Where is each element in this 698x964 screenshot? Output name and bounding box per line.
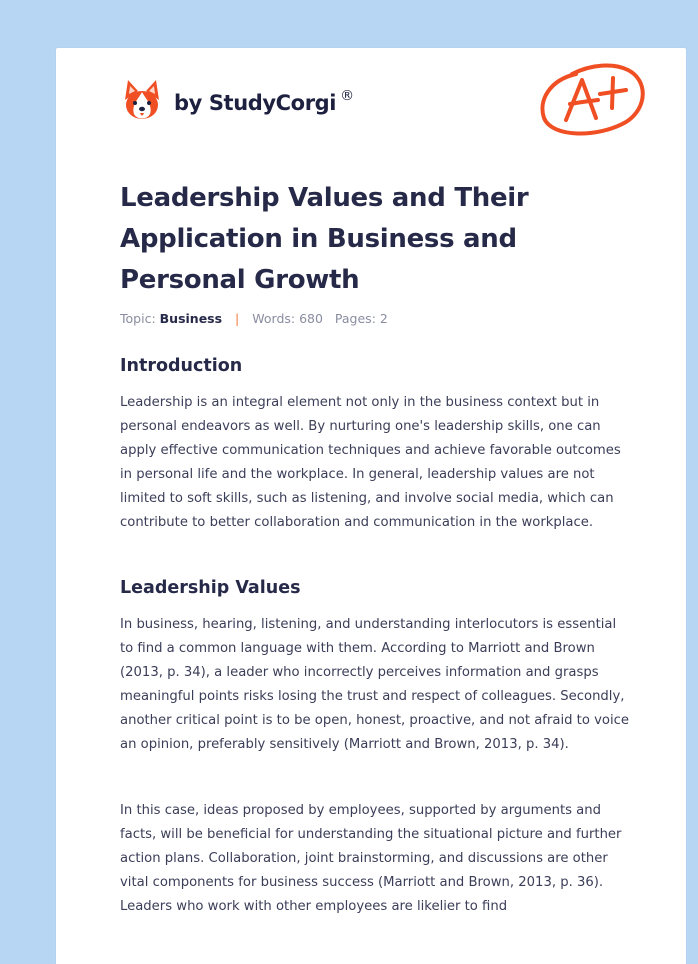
topic-link[interactable]: Business bbox=[159, 311, 223, 326]
section-heading-introduction: Introduction bbox=[120, 356, 243, 376]
brand-name: by StudyCorgi ® bbox=[174, 87, 354, 115]
document-meta bbox=[120, 311, 388, 326]
corgi-logo-icon bbox=[122, 78, 162, 122]
document-page bbox=[56, 43, 686, 964]
meta-separator: | bbox=[235, 311, 240, 326]
paragraph-introduction: Leadership is an integral element not only in the business context but in personal endeavors as well. By nurturing one's leadership skills, one can apply effective communication techniques and achieve favorable outcomes in personal life and the workplace. In general, leadership values are not limited to soft skills, such as listening, and involve social media, which can contribute to better collaboration and communication in the workplace. bbox=[120, 395, 621, 530]
paragraph-leadership-values-2: In this case, ideas proposed by employees, supported by arguments and facts, will be beneficial for understanding the situational picture and further action plans. Collaboration, joint brainstorming, and discussions are other vital components for business success (Marriott and Brown, 2013, p. 36). Leaders who work with other employees are likelier to find bbox=[120, 803, 622, 914]
page-count: Pages: 2 bbox=[334, 311, 388, 326]
paragraph-leadership-values-1: In business, hearing, listening, and understanding interlocutors is essential to find a common language with them. According to Marriott and Brown (2013, p. 34), a leader who incorrectly perceives information and grasps meaningful points risks losing the trust and respect of colleagues. Secondly, another critical point is to be open, honest, proactive, and not afraid to voice an opinion, preferably sensitively (Marriott and Brown, 2013, p. 34). bbox=[120, 617, 630, 752]
section-heading-leadership-values: Leadership Values bbox=[120, 578, 301, 598]
grade-text: A+ bbox=[536, 43, 561, 62]
page-title: Leadership Values and Their Application in Business and Personal Growth bbox=[120, 183, 529, 295]
a-plus-grade-stamp bbox=[536, 43, 648, 140]
word-count: Words: 680 bbox=[252, 311, 323, 326]
brand-logo[interactable] bbox=[122, 76, 354, 124]
registered-mark: ® bbox=[340, 87, 354, 104]
topic-label: Topic: bbox=[120, 311, 156, 326]
